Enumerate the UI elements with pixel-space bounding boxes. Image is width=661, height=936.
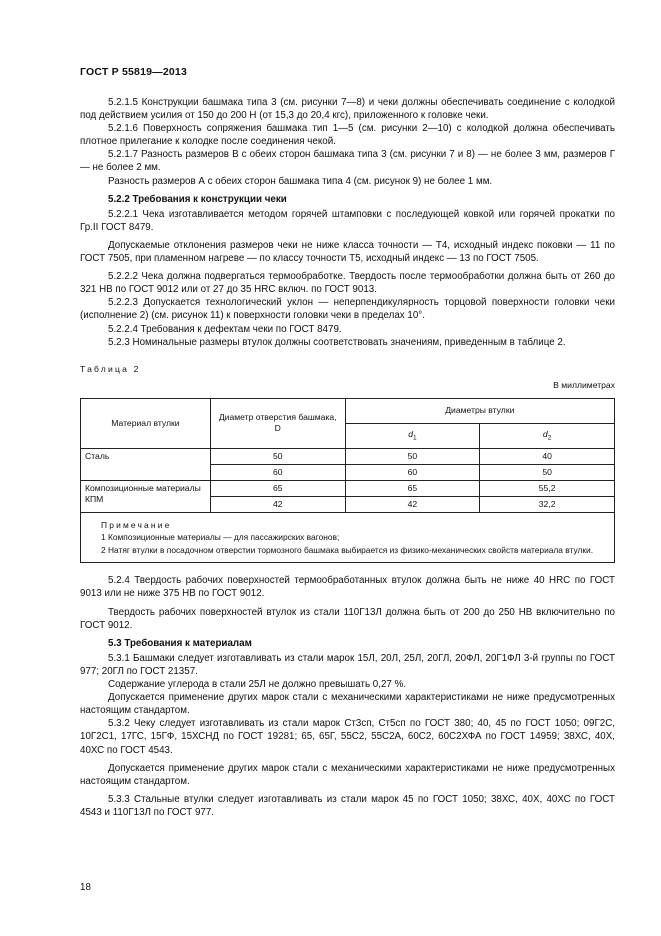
cell-d2: 50	[480, 464, 615, 480]
paragraph: Содержание углерода в стали 25Л не должно превышать 0,27 %.	[108, 679, 407, 691]
paragraph: Допускается применение других марок стали с механическими характеристиками не ниже предусмотренных настоящим стандартом.	[80, 762, 615, 787]
cell-hole: 42	[210, 496, 345, 512]
cell-d2: 55,2	[480, 480, 615, 496]
paragraph: 5.2.4 Твердость рабочих поверхностей термообработанных втулок должна быть не ниже 40 HRC по ГОСТ 9013 или не ниже 375 НВ по ГОСТ 9012.	[80, 575, 615, 600]
paragraph: 5.2.1.7 Разность размеров В с обеих сторон башмака типа 3 (см. рисунки 7 и 8) — не более 3 мм, размеров Г — не более 2 мм.	[80, 149, 615, 174]
cell-hole: 50	[210, 448, 345, 464]
cell-hole: 60	[210, 464, 345, 480]
table-row	[81, 480, 615, 496]
table-row	[81, 448, 615, 464]
paragraph: 5.2.2.4 Требования к дефектам чеки по ГОСТ 8479.	[108, 323, 342, 335]
paragraph: 5.2.3 Номинальные размеры втулок должны соответствовать значениям, приведенным в таблице 2.	[108, 336, 566, 348]
cell-d2: 32,2	[480, 496, 615, 512]
table-header-row	[81, 398, 615, 423]
document-body	[80, 96, 615, 819]
paragraph: 5.3.2 Чеку следует изготавливать из стали марок Ст3сп, Ст5сп по ГОСТ 380; 40, 45 по ГОСТ 1050; 09Г2С, 10Г2С1, 17ГС, 15ГФ, 15ХСНД по ГОСТ 19281; 65, 65Г, 55С2, 55С2А, 60С2, 60С2ХФА по ГОСТ 14959; 38ХС, 40Х, 40ХС по ГОСТ 4543.	[80, 718, 615, 756]
header-diameters: Диаметры втулки	[345, 398, 614, 423]
paragraph: 5.2.1.5 Конструкции башмака типа 3 (см. рисунки 7—8) и чеки должны обеспечивать соединение с колодкой под действием усилия от 150 до 200 Н (от 15,3 до 20,4 кгс), приложенного к головке чеки.	[80, 97, 615, 122]
cell-d1: 60	[345, 464, 480, 480]
cell-hole: 65	[210, 480, 345, 496]
dimensions-table	[80, 398, 615, 564]
paragraph: 5.3.1 Башмаки следует изготавливать из стали марок 15Л, 20Л, 25Л, 20ГЛ, 20ФЛ, 20Г1ФЛ 3-й группы по ГОСТ 977; 20ГЛ по ГОСТ 21357.	[80, 652, 615, 677]
cell-material: Сталь	[81, 448, 211, 480]
section-heading: 5.2.2 Требования к конструкции чеки	[108, 193, 287, 205]
note-item: 1 Композиционные материалы — для пассажирских вагонов;	[101, 532, 340, 543]
cell-material: Композиционные материалы КПМ	[81, 480, 211, 512]
header-d2: $d_2$	[480, 423, 615, 448]
table-caption: Таблица 2	[80, 363, 141, 374]
paragraph: 5.2.2.2 Чека должна подвергаться термообработке. Твердость после термообработки должна быть от 260 до 321 НВ по ГОСТ 9012 или от 27 до 35 HRC включ. по ГОСТ 9013.	[80, 271, 615, 296]
paragraph: Разность размеров А с обеих сторон башмака типа 4 (см. рисунок 9) не более 1 мм.	[108, 175, 493, 187]
cell-d1: 65	[345, 480, 480, 496]
paragraph: Допускаемые отклонения размеров чеки не ниже класса точности — Т4, исходный индекс поковки — 11 по ГОСТ 7505, при пламенном нагреве — по классу точности Т5, исходный индекс — 13 по ГОСТ 7505.	[80, 239, 615, 265]
page-header: ГОСТ Р 55819—2013	[80, 66, 188, 78]
header-hole-diameter: Диаметр отверстия башмака, D	[210, 398, 345, 448]
paragraph: 5.2.2.3 Допускается технологический уклон — неперпендикулярность торцовой поверхности головки чеки (исполнение 2) (см. рисунок 11) к поверхности головки чеки в пределах 10°.	[80, 297, 615, 322]
notes-title: Примечание	[101, 519, 172, 530]
paragraph: 5.2.1.6 Поверхность сопряжения башмака тип 1—5 (см. рисунки 2—10) с колодкой должна обеспечивать плотное прилегание к колодке после соединения чекой.	[80, 123, 615, 148]
header-material: Материал втулки	[81, 398, 211, 448]
page-number: 18	[80, 882, 91, 893]
table-notes-row	[81, 512, 615, 563]
cell-d1: 42	[345, 496, 480, 512]
paragraph: 5.3.3 Стальные втулки следует изготавливать из стали марок 45 по ГОСТ 1050; 38ХС, 40Х, 40ХС по ГОСТ 4543 и 110Г13Л по ГОСТ 977.	[80, 793, 615, 818]
section-heading: 5.3 Требования к материалам	[108, 637, 252, 649]
cell-d1: 50	[345, 448, 480, 464]
cell-d2: 40	[480, 448, 615, 464]
header-d1: $d_1$	[345, 423, 480, 448]
note-item: 2 Натяг втулки в посадочном отверстии тормозного башмака выбирается из физико-механических свойств материала втулки.	[101, 544, 594, 555]
table-notes	[81, 512, 615, 563]
paragraph: Допускается применение других марок стали с механическими характеристиками не ниже предусмотренных настоящим стандартом.	[80, 692, 615, 717]
table-unit: В миллиметрах	[553, 379, 615, 390]
paragraph: 5.2.2.1 Чека изготавливается методом горячей штамповки с последующей ковкой или горячей прокатки по Гр.II ГОСТ 8479.	[80, 208, 615, 233]
paragraph: Твердость рабочих поверхностей втулок из стали 110Г13Л должна быть от 200 до 250 НВ включительно по ГОСТ 9012.	[80, 606, 615, 631]
